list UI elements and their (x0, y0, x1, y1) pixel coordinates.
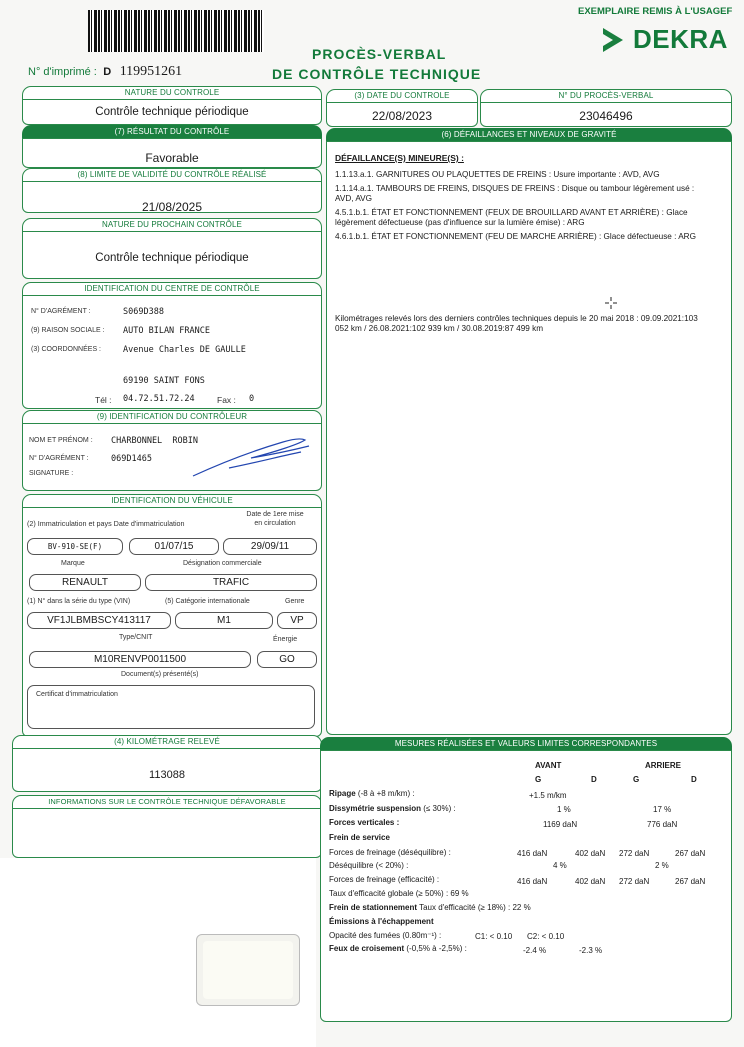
dekra-logo-icon (601, 26, 625, 54)
energie-label: Énergie (273, 636, 298, 643)
type-label: Type/CNIT (119, 634, 153, 641)
controller-header: (9) IDENTIFICATION DU CONTRÔLEUR (22, 410, 322, 424)
designation-label: Désignation commerciale (183, 560, 262, 567)
vin-label: (1) N° dans la série du type (VIN) (27, 598, 131, 605)
brand-name: DEKRA (633, 24, 728, 54)
measures-avant-g: G (535, 775, 542, 784)
center-fax-label: Fax : (217, 395, 236, 405)
first-circ-label-2: en circulation (254, 520, 296, 527)
center-tel-label: Tél : (95, 395, 112, 405)
center-fax-value: 0 (249, 394, 255, 404)
date-box (326, 102, 478, 127)
center-agrement-value: S069D388 (123, 307, 164, 317)
desq-ar: 2 % (655, 861, 669, 870)
ripage-value: +1.5 m/km (529, 791, 567, 800)
measures-header: MESURES RÉALISÉES ET VALEURS LIMITES CORRESPONDANTES (320, 737, 732, 751)
measures-avant-d: D (591, 775, 597, 784)
crosshair-icon (605, 296, 617, 308)
immat-date: 01/07/15 (129, 538, 219, 555)
result-header: (7) RÉSULTAT DU CONTRÔLE (22, 125, 322, 139)
pv-value: 23046496 (579, 109, 633, 123)
categorie-label: (5) Catégorie internationale (165, 598, 250, 605)
measures-arriere: ARRIERE (645, 761, 682, 770)
docs-box (27, 685, 315, 729)
controller-name-label: NOM ET PRÉNOM : (29, 437, 93, 444)
barcode (88, 10, 264, 52)
stationnement-row: Frein de stationnement Taux d'efficacité (≥ 18%) : 22 % (329, 903, 531, 912)
opacite-c2: C2: < 0.10 (527, 932, 565, 941)
forces-desq-label: Forces de freinage (déséquilibre) : (329, 848, 451, 857)
immat-label: (2) Immatriculation et pays Date d'immatriculation (27, 519, 185, 528)
emissions-label: Émissions à l'échappement (329, 917, 434, 926)
forces-eff-label: Forces de freinage (efficacité) : (329, 875, 440, 884)
forces-v-label: Forces verticales : (329, 818, 400, 827)
measures-arriere-g: G (633, 775, 640, 784)
defect-item: 1.1.13.a.1. GARNITURES OU PLAQUETTES DE FREINS : Usure importante : AVD, AVG (335, 170, 660, 179)
defects-box (326, 141, 732, 735)
marque-value: RENAULT (29, 574, 141, 591)
forces-eff-avd: 402 daN (575, 877, 606, 886)
dissym-row: Dissymétrie suspension (≤ 30%) : (329, 804, 456, 813)
info-header: INFORMATIONS SUR LE CONTRÔLE TECHNIQUE DÉFAVORABLE (12, 795, 322, 809)
center-coord-label: (3) COORDONNÉES : (31, 346, 102, 353)
opacite-label: Opacité des fumées (0.80m⁻¹) : (329, 931, 442, 940)
measures-box (320, 750, 732, 1022)
forces-desq-ard: 267 daN (675, 849, 706, 858)
pv-header: N° DU PROCÈS-VERBAL (480, 89, 732, 103)
mileage-box (12, 748, 322, 792)
first-circ-date: 29/09/11 (223, 538, 317, 555)
measures-arriere-d: D (691, 775, 697, 784)
nature-header: NATURE DU CONTROLE (22, 86, 322, 100)
controller-signature-icon (189, 434, 315, 480)
info-box (12, 808, 322, 858)
page-title-line1: PROCÈS-VERBAL (312, 46, 447, 62)
defects-list (335, 170, 713, 246)
categorie-value: M1 (175, 612, 273, 629)
first-circ-label-1: Date de 1ere mise (246, 511, 304, 518)
center-agrement-label: N° D'AGRÉMENT : (31, 308, 91, 315)
validity-box (22, 181, 322, 213)
defect-item: 4.6.1.b.1. ÉTAT ET FONCTIONNEMENT (FEU DE MARCHE ARRIÈRE) : Glace défectueuse : ARG (335, 232, 696, 241)
feux-row: Feux de croisement (-0,5% à -2,5%) : (329, 944, 467, 953)
marque-label: Marque (61, 560, 85, 567)
hologram-sticker (196, 934, 300, 1006)
controller-agrement-value: 069D1465 (111, 454, 152, 464)
defect-item: 1.1.14.a.1. TAMBOURS DE FREINS, DISQUES DE FREINS : Disque ou tambour légèrement usé : AVD, AVG (335, 184, 695, 203)
center-header: IDENTIFICATION DU CENTRE DE CONTRÔLE (22, 282, 322, 296)
validity-header: (8) LIMITE DE VALIDITÉ DU CONTRÔLE RÉALISÉ (22, 168, 322, 182)
result-value: Favorable (145, 151, 199, 165)
controller-agrement-label: N° D'AGRÉMENT : (29, 455, 89, 462)
forces-eff-ard: 267 daN (675, 877, 706, 886)
vehicle-box (22, 507, 322, 737)
controller-signature-label: SIGNATURE : (29, 470, 74, 477)
next-control-value: Contrôle technique périodique (95, 252, 249, 264)
forces-eff-avg: 416 daN (517, 877, 548, 886)
frein-service-label: Frein de service (329, 833, 390, 842)
forces-eff-arg: 272 daN (619, 877, 650, 886)
mileage-header: (4) KILOMÉTRAGE RELEVÉ (12, 735, 322, 749)
feux-d: -2.3 % (579, 946, 603, 955)
controller-box (22, 423, 322, 491)
defects-title: DÉFAILLANCE(S) MINEURE(S) : (335, 153, 464, 163)
mileage-history: Kilométrages relevés lors des derniers contrôles techniques depuis le 20 mai 2018 : 09.09.2021:103 052 km / 26.08.2021:102 939 km / 30.08.2019:87 499 km (335, 314, 698, 333)
date-value: 22/08/2023 (371, 109, 433, 123)
forces-desq-avd: 402 daN (575, 849, 606, 858)
controller-name-value: CHARBONNEL ROBIN (111, 436, 198, 446)
designation-value: TRAFIC (145, 574, 317, 591)
page-title-line2: DE CONTRÔLE TECHNIQUE (272, 66, 482, 82)
validity-value: 21/08/2025 (141, 200, 203, 214)
docs-label: Document(s) présenté(s) (121, 671, 199, 678)
nature-value: Contrôle technique périodique (95, 106, 249, 118)
center-box (22, 295, 322, 409)
nature-box (22, 99, 322, 125)
energie-value: GO (257, 651, 317, 668)
dissym-ar: 17 % (653, 805, 672, 814)
genre-label: Genre (285, 598, 305, 605)
defects-header: (6) DÉFAILLANCES ET NIVEAUX DE GRAVITÉ (326, 128, 732, 142)
forces-v-ar: 776 daN (647, 820, 678, 829)
docs-value: Certificat d'immatriculation (36, 691, 118, 698)
taux-global: Taux d'efficacité globale (≥ 50%) : 69 % (329, 889, 469, 898)
center-address2: 69190 SAINT FONS (123, 376, 205, 386)
type-value: M10RENVP0011500 (29, 651, 251, 668)
measures-avant: AVANT (535, 761, 562, 770)
next-control-box (22, 231, 322, 279)
next-control-header: NATURE DU PROCHAIN CONTRÔLE (22, 218, 322, 232)
forces-v-av: 1169 daN (543, 820, 578, 829)
defect-item: 4.5.1.b.1. ÉTAT ET FONCTIONNEMENT (FEUX DE BROUILLARD AVANT ET ARRIÈRE) : Glace légèrement défectueuse (pas d'influence sur la lumière émise) : ARG (335, 208, 688, 227)
desq-label: Déséquilibre (< 20%) : (329, 861, 409, 870)
mileage-value: 113088 (149, 769, 185, 781)
forces-desq-avg: 416 daN (517, 849, 548, 858)
immat-value: BV-910-SE(F) (27, 538, 123, 555)
date-header: (3) DATE DU CONTROLE (326, 89, 478, 103)
result-box (22, 138, 322, 168)
pv-box (480, 102, 732, 127)
print-number: N° d'imprimé : D 119951261 (28, 64, 183, 79)
dissym-av: 1 % (557, 805, 571, 814)
genre-value: VP (277, 612, 317, 629)
vin-value: VF1JLBMBSCY413117 (27, 612, 171, 629)
ripage-row: Ripage (-8 à +8 m/km) : (329, 789, 415, 798)
vehicle-header: IDENTIFICATION DU VÉHICULE (22, 494, 322, 508)
center-address1: Avenue Charles DE GAULLE (123, 345, 246, 355)
forces-desq-arg: 272 daN (619, 849, 650, 858)
center-tel-value: 04.72.51.72.24 (123, 394, 195, 404)
center-raison-value: AUTO BILAN FRANCE (123, 326, 210, 336)
center-raison-label: (9) RAISON SOCIALE : (31, 327, 105, 334)
copy-label: EXEMPLAIRE REMIS À L'USAGEF (578, 6, 733, 17)
opacite-c1: C1: < 0.10 (475, 932, 513, 941)
desq-av: 4 % (553, 861, 567, 870)
feux-g: -2.4 % (523, 946, 547, 955)
